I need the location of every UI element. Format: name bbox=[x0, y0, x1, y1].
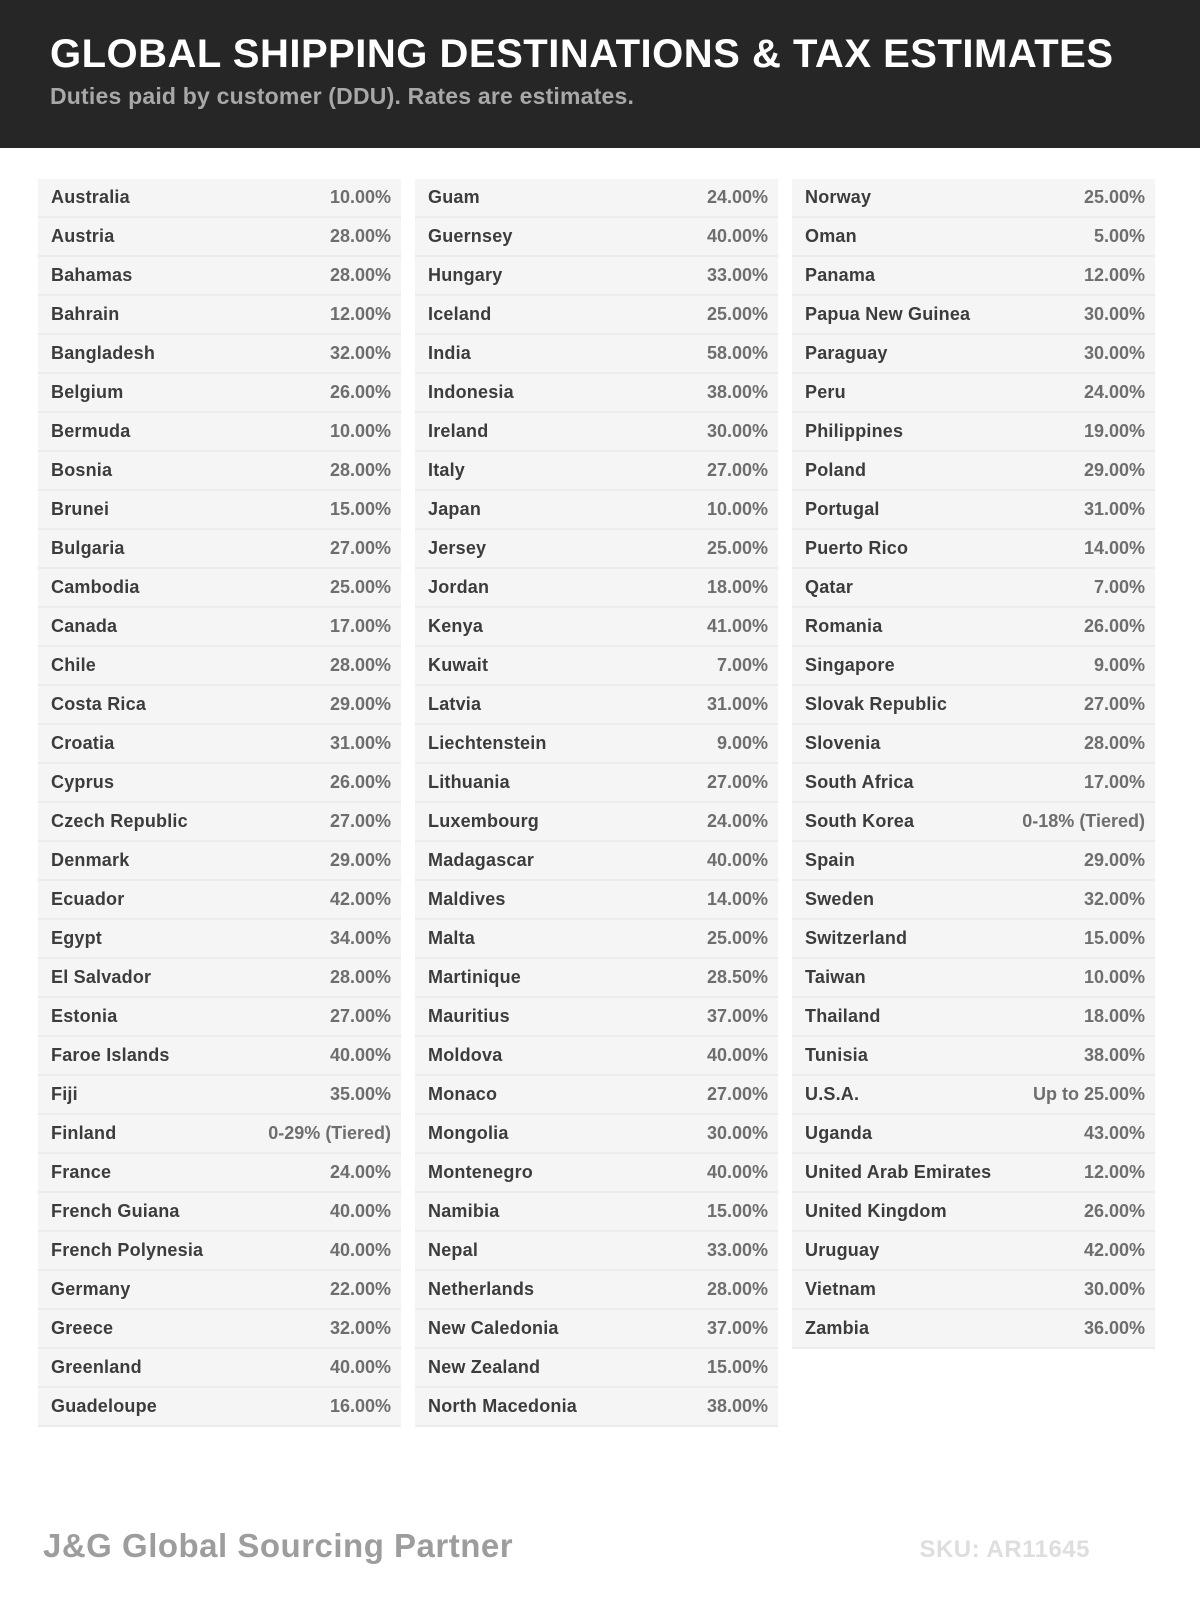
rate-value: 10.00% bbox=[1083, 967, 1145, 987]
table-row bbox=[792, 959, 1155, 998]
rate-value: 40.00% bbox=[706, 226, 768, 246]
table-row bbox=[38, 569, 401, 608]
country-name: Greece bbox=[51, 1318, 114, 1338]
table-row bbox=[792, 1193, 1155, 1232]
country-name: Denmark bbox=[51, 850, 130, 870]
country-name: Iceland bbox=[428, 304, 492, 324]
country-name: Paraguay bbox=[805, 343, 888, 363]
country-name: Nepal bbox=[428, 1240, 479, 1260]
rate-value: 16.00% bbox=[329, 1396, 391, 1416]
table-row bbox=[415, 452, 778, 491]
table-row bbox=[415, 764, 778, 803]
table-row bbox=[415, 530, 778, 569]
table-row bbox=[792, 1037, 1155, 1076]
rates-column-3 bbox=[792, 179, 1155, 1427]
table-row bbox=[415, 959, 778, 998]
table-row bbox=[415, 374, 778, 413]
country-name: Mongolia bbox=[428, 1123, 509, 1143]
table-row bbox=[415, 179, 778, 218]
table-row bbox=[38, 764, 401, 803]
table-row bbox=[38, 491, 401, 530]
rate-value: 42.00% bbox=[329, 889, 391, 909]
country-name: New Caledonia bbox=[428, 1318, 559, 1338]
country-name: Austria bbox=[51, 226, 115, 246]
country-name: Bulgaria bbox=[51, 538, 125, 558]
table-row bbox=[792, 1232, 1155, 1271]
header-banner bbox=[0, 0, 1200, 148]
rate-value: 40.00% bbox=[706, 1162, 768, 1182]
rate-value: 14.00% bbox=[1083, 538, 1145, 558]
table-row bbox=[38, 413, 401, 452]
rate-value: 27.00% bbox=[706, 772, 768, 792]
rate-value: 10.00% bbox=[329, 421, 391, 441]
rate-value: 41.00% bbox=[706, 616, 768, 636]
country-name: North Macedonia bbox=[428, 1396, 578, 1416]
rate-value: 27.00% bbox=[329, 538, 391, 558]
rate-value: 40.00% bbox=[706, 1045, 768, 1065]
rate-value: 27.00% bbox=[1083, 694, 1145, 714]
page-subtitle: Duties paid by customer (DDU). Rates are estimates. bbox=[50, 83, 635, 109]
country-name: Czech Republic bbox=[51, 811, 188, 831]
table-row bbox=[792, 179, 1155, 218]
country-name: Australia bbox=[51, 187, 130, 207]
country-name: Zambia bbox=[805, 1318, 870, 1338]
country-name: Netherlands bbox=[428, 1279, 535, 1299]
country-name: Norway bbox=[805, 187, 872, 207]
country-name: Guadeloupe bbox=[51, 1396, 158, 1416]
rate-value: 27.00% bbox=[329, 1006, 391, 1026]
table-row bbox=[38, 530, 401, 569]
table-row bbox=[38, 1154, 401, 1193]
country-name: Slovenia bbox=[805, 733, 881, 753]
table-row bbox=[415, 296, 778, 335]
table-row bbox=[792, 1076, 1155, 1115]
rate-value: 43.00% bbox=[1083, 1123, 1145, 1143]
rate-value: 25.00% bbox=[706, 928, 768, 948]
country-name: U.S.A. bbox=[805, 1084, 860, 1104]
table-row bbox=[38, 647, 401, 686]
country-name: Croatia bbox=[51, 733, 115, 753]
country-name: Bermuda bbox=[51, 421, 131, 441]
table-row bbox=[792, 764, 1155, 803]
rate-value: 42.00% bbox=[1083, 1240, 1145, 1260]
rate-value: 32.00% bbox=[329, 343, 391, 363]
table-row bbox=[415, 1193, 778, 1232]
country-name: Singapore bbox=[805, 655, 895, 675]
table-row bbox=[38, 1349, 401, 1388]
rate-value: 30.00% bbox=[706, 421, 768, 441]
rate-value: 29.00% bbox=[1083, 850, 1145, 870]
table-row bbox=[415, 803, 778, 842]
table-row bbox=[415, 491, 778, 530]
rate-value: 27.00% bbox=[329, 811, 391, 831]
country-name: United Kingdom bbox=[805, 1201, 947, 1221]
rate-value: 28.50% bbox=[706, 967, 768, 987]
rate-value: 31.00% bbox=[706, 694, 768, 714]
rate-value: 25.00% bbox=[706, 304, 768, 324]
country-name: Guernsey bbox=[428, 226, 513, 246]
country-name: Vietnam bbox=[805, 1279, 877, 1299]
rate-value: 38.00% bbox=[1083, 1045, 1145, 1065]
table-row bbox=[792, 842, 1155, 881]
country-name: Jordan bbox=[428, 577, 490, 597]
country-name: Japan bbox=[428, 499, 482, 519]
country-name: Kenya bbox=[428, 616, 484, 636]
table-row bbox=[415, 881, 778, 920]
rate-value: 58.00% bbox=[706, 343, 768, 363]
country-name: Cambodia bbox=[51, 577, 140, 597]
country-name: Thailand bbox=[805, 1006, 881, 1026]
country-name: Indonesia bbox=[428, 382, 514, 402]
country-name: Estonia bbox=[51, 1006, 118, 1026]
table-row bbox=[38, 218, 401, 257]
table-row bbox=[415, 842, 778, 881]
rate-value: 28.00% bbox=[329, 226, 391, 246]
rate-value: 33.00% bbox=[706, 1240, 768, 1260]
rate-value: 30.00% bbox=[1083, 304, 1145, 324]
rate-value: 0-29% (Tiered) bbox=[268, 1123, 391, 1143]
rate-value: 26.00% bbox=[1083, 616, 1145, 636]
rate-value: 33.00% bbox=[706, 265, 768, 285]
table-row bbox=[38, 1037, 401, 1076]
table-row bbox=[792, 1271, 1155, 1310]
rate-value: 10.00% bbox=[329, 187, 391, 207]
table-row bbox=[38, 842, 401, 881]
table-row bbox=[415, 335, 778, 374]
rate-value: 34.00% bbox=[329, 928, 391, 948]
country-name: Ecuador bbox=[51, 889, 125, 909]
table-row bbox=[792, 257, 1155, 296]
rate-value: 27.00% bbox=[706, 460, 768, 480]
rate-value: 32.00% bbox=[1083, 889, 1145, 909]
rate-value: 37.00% bbox=[706, 1006, 768, 1026]
country-name: Belgium bbox=[51, 382, 124, 402]
rate-value: 29.00% bbox=[1083, 460, 1145, 480]
country-name: Bahamas bbox=[51, 265, 133, 285]
rate-value: 38.00% bbox=[706, 382, 768, 402]
rate-value: 26.00% bbox=[329, 382, 391, 402]
country-name: Spain bbox=[805, 850, 856, 870]
table-row bbox=[792, 491, 1155, 530]
country-name: South Korea bbox=[805, 811, 915, 831]
table-row bbox=[38, 608, 401, 647]
country-name: Puerto Rico bbox=[805, 538, 909, 558]
rate-value: 9.00% bbox=[716, 733, 768, 753]
country-name: Brunei bbox=[51, 499, 110, 519]
sku-label: SKU: AR11645 bbox=[919, 1536, 1090, 1563]
rate-value: 5.00% bbox=[1093, 226, 1145, 246]
country-name: Egypt bbox=[51, 928, 103, 948]
table-row bbox=[38, 881, 401, 920]
table-row bbox=[38, 1271, 401, 1310]
table-row bbox=[415, 686, 778, 725]
country-name: South Africa bbox=[805, 772, 914, 792]
table-row bbox=[38, 725, 401, 764]
rate-value: Up to 25.00% bbox=[1032, 1084, 1145, 1104]
table-row bbox=[415, 998, 778, 1037]
country-name: Greenland bbox=[51, 1357, 142, 1377]
rate-value: 17.00% bbox=[1083, 772, 1145, 792]
table-row bbox=[38, 686, 401, 725]
country-name: Uganda bbox=[805, 1123, 873, 1143]
country-name: Poland bbox=[805, 460, 867, 480]
rate-value: 28.00% bbox=[329, 655, 391, 675]
country-name: Taiwan bbox=[805, 967, 866, 987]
table-row bbox=[38, 179, 401, 218]
country-name: Portugal bbox=[805, 499, 880, 519]
country-name: France bbox=[51, 1162, 112, 1182]
table-row bbox=[792, 608, 1155, 647]
country-name: Sweden bbox=[805, 889, 875, 909]
rates-column-1 bbox=[38, 179, 401, 1427]
rate-value: 15.00% bbox=[329, 499, 391, 519]
table-row bbox=[415, 1076, 778, 1115]
rate-value: 28.00% bbox=[329, 460, 391, 480]
table-row bbox=[38, 1310, 401, 1349]
rate-value: 18.00% bbox=[1083, 1006, 1145, 1026]
country-name: United Arab Emirates bbox=[805, 1162, 992, 1182]
footer bbox=[0, 1527, 1200, 1565]
rate-value: 24.00% bbox=[1083, 382, 1145, 402]
country-name: Maldives bbox=[428, 889, 506, 909]
country-name: Oman bbox=[805, 226, 857, 246]
table-row bbox=[792, 920, 1155, 959]
country-name: Monaco bbox=[428, 1084, 498, 1104]
table-row bbox=[415, 1115, 778, 1154]
rate-value: 30.00% bbox=[1083, 1279, 1145, 1299]
rate-value: 14.00% bbox=[706, 889, 768, 909]
rate-value: 9.00% bbox=[1093, 655, 1145, 675]
table-row bbox=[38, 257, 401, 296]
table-row bbox=[38, 335, 401, 374]
country-name: Romania bbox=[805, 616, 883, 636]
country-name: Qatar bbox=[805, 577, 854, 597]
rate-value: 18.00% bbox=[706, 577, 768, 597]
rate-value: 12.00% bbox=[329, 304, 391, 324]
country-name: Canada bbox=[51, 616, 118, 636]
country-name: Faroe Islands bbox=[51, 1045, 170, 1065]
country-name: Finland bbox=[51, 1123, 117, 1143]
country-name: Kuwait bbox=[428, 655, 489, 675]
table-row bbox=[792, 998, 1155, 1037]
country-name: Mauritius bbox=[428, 1006, 510, 1026]
rate-value: 28.00% bbox=[329, 265, 391, 285]
table-row bbox=[415, 1271, 778, 1310]
rate-value: 7.00% bbox=[716, 655, 768, 675]
country-name: New Zealand bbox=[428, 1357, 541, 1377]
country-name: Lithuania bbox=[428, 772, 510, 792]
table-row bbox=[415, 608, 778, 647]
country-name: Bahrain bbox=[51, 304, 120, 324]
country-name: Philippines bbox=[805, 421, 904, 441]
rate-value: 26.00% bbox=[1083, 1201, 1145, 1221]
table-row bbox=[415, 1388, 778, 1427]
rates-table bbox=[0, 148, 1200, 1427]
country-name: Bangladesh bbox=[51, 343, 156, 363]
brand-name: J&G Global Sourcing Partner bbox=[43, 1527, 514, 1564]
rate-value: 30.00% bbox=[706, 1123, 768, 1143]
country-name: Jersey bbox=[428, 538, 487, 558]
table-row bbox=[415, 1310, 778, 1349]
country-name: El Salvador bbox=[51, 967, 152, 987]
rate-value: 10.00% bbox=[706, 499, 768, 519]
country-name: Chile bbox=[51, 655, 97, 675]
rate-value: 24.00% bbox=[706, 187, 768, 207]
rate-value: 12.00% bbox=[1083, 265, 1145, 285]
country-name: Liechtenstein bbox=[428, 733, 547, 753]
country-name: Uruguay bbox=[805, 1240, 880, 1260]
rate-value: 40.00% bbox=[329, 1201, 391, 1221]
country-name: Guam bbox=[428, 187, 480, 207]
rate-value: 15.00% bbox=[1083, 928, 1145, 948]
country-name: Panama bbox=[805, 265, 876, 285]
rate-value: 28.00% bbox=[1083, 733, 1145, 753]
table-row bbox=[792, 335, 1155, 374]
table-row bbox=[792, 452, 1155, 491]
rates-column-2 bbox=[415, 179, 778, 1427]
rate-value: 29.00% bbox=[329, 694, 391, 714]
table-row bbox=[38, 998, 401, 1037]
table-row bbox=[38, 1076, 401, 1115]
country-name: Switzerland bbox=[805, 928, 908, 948]
rate-value: 12.00% bbox=[1083, 1162, 1145, 1182]
country-name: Papua New Guinea bbox=[805, 304, 971, 324]
country-name: India bbox=[428, 343, 472, 363]
rate-value: 36.00% bbox=[1083, 1318, 1145, 1338]
table-row bbox=[415, 569, 778, 608]
table-row bbox=[415, 647, 778, 686]
table-row bbox=[38, 920, 401, 959]
rate-value: 40.00% bbox=[329, 1240, 391, 1260]
country-name: Peru bbox=[805, 382, 846, 402]
rate-value: 30.00% bbox=[1083, 343, 1145, 363]
country-name: French Polynesia bbox=[51, 1240, 204, 1260]
rate-value: 15.00% bbox=[706, 1357, 768, 1377]
table-row bbox=[38, 1388, 401, 1427]
rate-value: 28.00% bbox=[706, 1279, 768, 1299]
table-row bbox=[792, 374, 1155, 413]
table-row bbox=[792, 530, 1155, 569]
country-name: Bosnia bbox=[51, 460, 113, 480]
table-row bbox=[38, 1115, 401, 1154]
table-row bbox=[415, 920, 778, 959]
country-name: Malta bbox=[428, 928, 476, 948]
table-row bbox=[792, 413, 1155, 452]
rate-value: 17.00% bbox=[329, 616, 391, 636]
page-title: GLOBAL SHIPPING DESTINATIONS & TAX ESTIMATES bbox=[50, 32, 1114, 76]
table-row bbox=[415, 257, 778, 296]
rate-value: 40.00% bbox=[329, 1045, 391, 1065]
rate-value: 25.00% bbox=[1083, 187, 1145, 207]
table-row bbox=[415, 218, 778, 257]
country-name: Cyprus bbox=[51, 772, 115, 792]
country-name: Costa Rica bbox=[51, 694, 147, 714]
table-row bbox=[38, 803, 401, 842]
table-row bbox=[792, 803, 1155, 842]
table-row bbox=[792, 296, 1155, 335]
rate-value: 27.00% bbox=[706, 1084, 768, 1104]
country-name: Moldova bbox=[428, 1045, 503, 1065]
table-row bbox=[38, 296, 401, 335]
country-name: Slovak Republic bbox=[805, 694, 948, 714]
table-row bbox=[38, 1232, 401, 1271]
rate-value: 29.00% bbox=[329, 850, 391, 870]
country-name: Germany bbox=[51, 1279, 131, 1299]
table-row bbox=[415, 1154, 778, 1193]
rate-value: 25.00% bbox=[706, 538, 768, 558]
country-name: Martinique bbox=[428, 967, 522, 987]
country-name: Hungary bbox=[428, 265, 503, 285]
rate-value: 19.00% bbox=[1083, 421, 1145, 441]
table-row bbox=[415, 1349, 778, 1388]
table-row bbox=[792, 1115, 1155, 1154]
country-name: Italy bbox=[428, 460, 466, 480]
country-name: Ireland bbox=[428, 421, 489, 441]
rate-value: 15.00% bbox=[706, 1201, 768, 1221]
table-row bbox=[792, 1310, 1155, 1349]
rate-value: 28.00% bbox=[329, 967, 391, 987]
rate-value: 31.00% bbox=[329, 733, 391, 753]
rate-value: 38.00% bbox=[706, 1396, 768, 1416]
table-row bbox=[792, 647, 1155, 686]
table-row bbox=[38, 959, 401, 998]
table-row bbox=[792, 218, 1155, 257]
table-row bbox=[415, 1232, 778, 1271]
table-row bbox=[415, 1037, 778, 1076]
rate-value: 0-18% (Tiered) bbox=[1022, 811, 1145, 831]
table-row bbox=[415, 725, 778, 764]
table-row bbox=[38, 374, 401, 413]
country-name: Luxembourg bbox=[428, 811, 540, 831]
country-name: Tunisia bbox=[805, 1045, 869, 1065]
table-row bbox=[792, 881, 1155, 920]
country-name: Latvia bbox=[428, 694, 482, 714]
table-row bbox=[792, 725, 1155, 764]
table-row bbox=[792, 569, 1155, 608]
country-name: Madagascar bbox=[428, 850, 535, 870]
rate-value: 32.00% bbox=[329, 1318, 391, 1338]
rate-value: 25.00% bbox=[329, 577, 391, 597]
rate-value: 35.00% bbox=[329, 1084, 391, 1104]
table-row bbox=[38, 452, 401, 491]
rate-value: 7.00% bbox=[1093, 577, 1145, 597]
rate-value: 26.00% bbox=[329, 772, 391, 792]
rate-value: 31.00% bbox=[1083, 499, 1145, 519]
country-name: Fiji bbox=[51, 1084, 78, 1104]
table-row bbox=[38, 1193, 401, 1232]
country-name: Montenegro bbox=[428, 1162, 533, 1182]
rate-value: 24.00% bbox=[706, 811, 768, 831]
table-row bbox=[792, 686, 1155, 725]
country-name: Namibia bbox=[428, 1201, 500, 1221]
rate-value: 37.00% bbox=[706, 1318, 768, 1338]
rate-value: 40.00% bbox=[706, 850, 768, 870]
rate-value: 40.00% bbox=[329, 1357, 391, 1377]
rate-value: 24.00% bbox=[329, 1162, 391, 1182]
table-row bbox=[415, 413, 778, 452]
table-row bbox=[792, 1154, 1155, 1193]
country-name: French Guiana bbox=[51, 1201, 180, 1221]
rate-value: 22.00% bbox=[329, 1279, 391, 1299]
